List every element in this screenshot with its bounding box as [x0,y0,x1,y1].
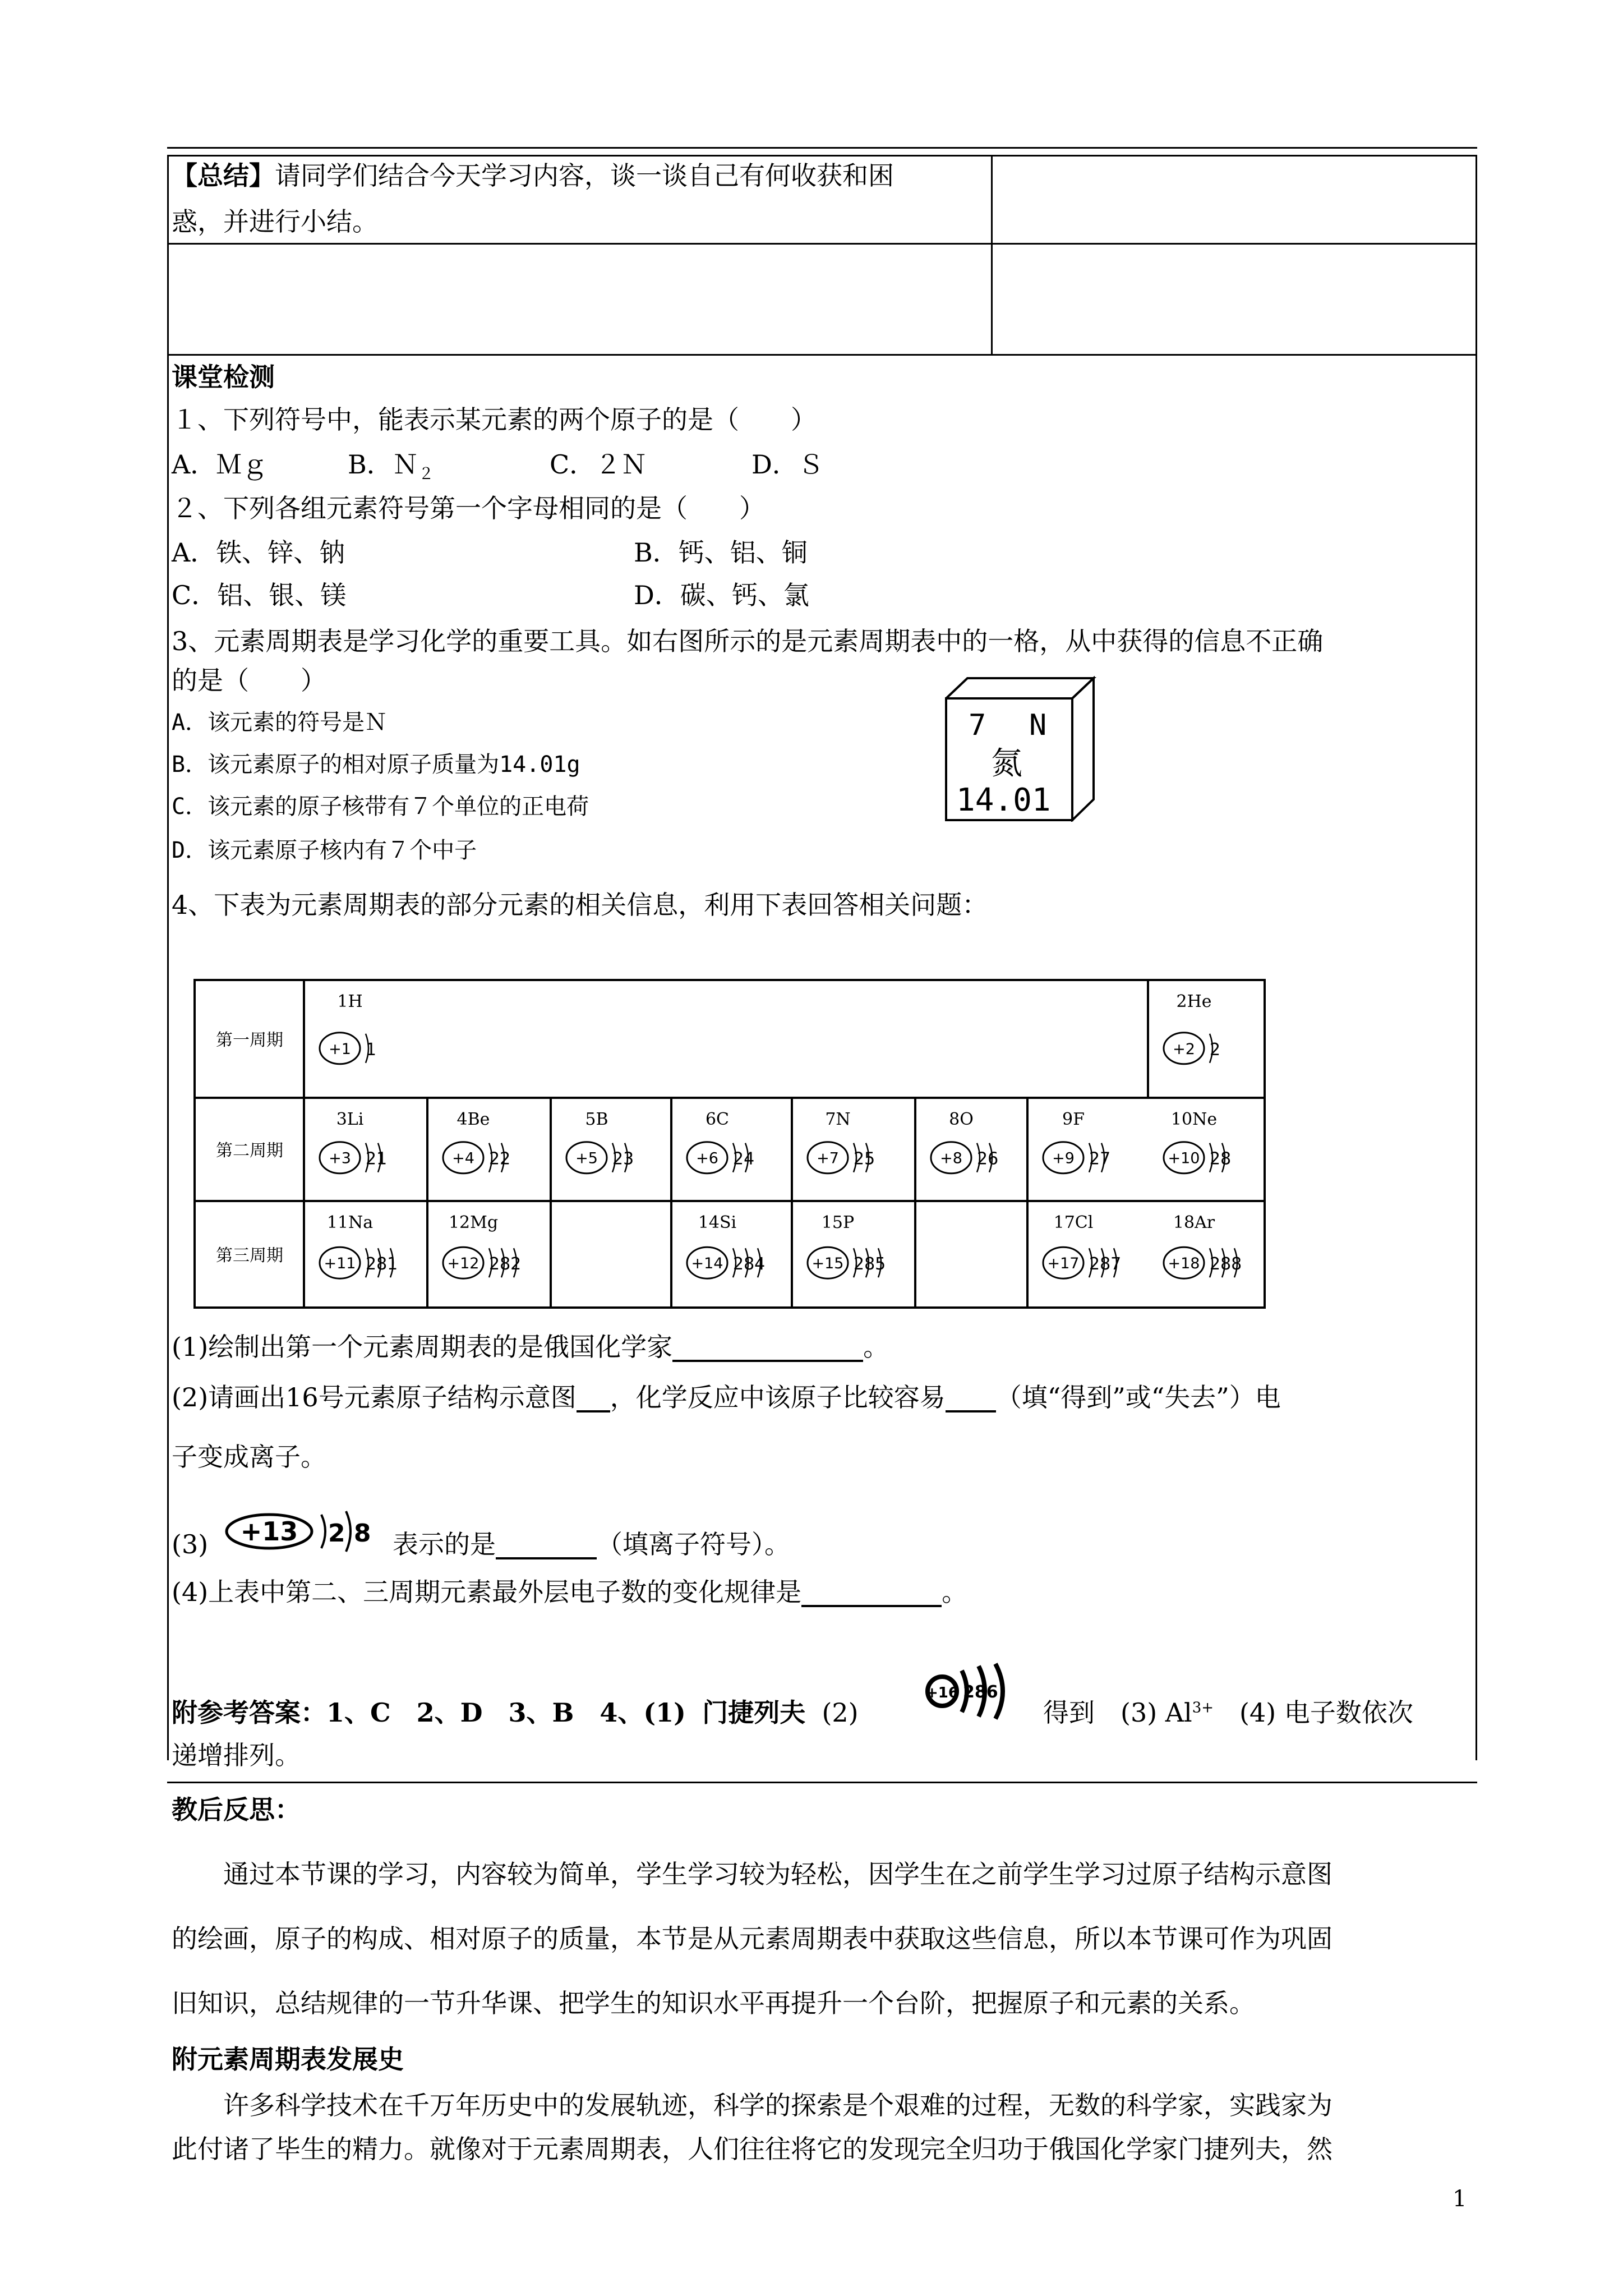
period-label-1: 第一周期 [216,1030,283,1050]
electron-counts: 1 [366,1039,377,1060]
summary-line1: 请同学们结合今天学习内容，谈一谈自己有何收获和困 [275,160,894,191]
q4-part2-cont: 子变成离子。 [172,1442,326,1472]
electron-counts: 285 [854,1254,886,1274]
q4-ion-nucleus: +13 [240,1516,298,1547]
element-symbol: 2He [1176,992,1212,1011]
electron-counts: 281 [366,1254,398,1274]
nucleus-charge: +4 [452,1149,474,1167]
nucleus-charge: +18 [1168,1255,1200,1273]
cube-name: 氮 [991,746,1022,782]
q2-option-a: A．铁、锌、钠 [172,537,345,568]
element-symbol: 12Mg [448,1213,499,1232]
question-3-line1: 3、元素周期表是学习化学的重要工具。如右图所示的是元素周期表中的一格，从中获得的信息不正确 [172,626,1324,656]
answer-mendeleev: 门捷列夫 [702,1697,806,1728]
q4-ion-diagram [222,1504,390,1561]
electron-counts: 27 [1089,1149,1111,1169]
q4-part2: (2)请画出16号元素原子结构示意图 ，化学反应中该原子比较容易 （填“得到”或“失去”）电 [172,1382,1281,1412]
q4-part4: (4)上表中第二、三周期元素最外层电子数的变化规律是 。 [172,1577,968,1607]
nucleus-charge: +12 [447,1255,479,1273]
answers-label: 附参考答案： [172,1697,326,1728]
element-symbol: 6C [705,1110,730,1129]
answers-line1: 附参考答案：1、C 2、D 3、B 4、(1) 门捷列夫 (2) [172,1697,859,1728]
q3-option-c: C．该元素的原子核带有７个单位的正电荷 [172,794,589,820]
reflection-p3: 旧知识，总结规律的一节升华课、把学生的知识水平再提升一个台阶，把握原子和元素的关系。 [172,1988,1255,2018]
page-number: 1 [1453,2186,1467,2212]
q1-option-a: A．Ｍｇ [172,449,268,480]
answer-blank-2[interactable] [577,1384,610,1412]
check-title: 课堂检测 [172,362,275,392]
element-symbol: 3Li [336,1110,364,1129]
nucleus-charge: +7 [817,1149,839,1167]
nucleus-charge: +6 [696,1149,718,1167]
header-rule [167,147,1477,149]
nucleus-charge: +17 [1047,1255,1080,1273]
electron-counts: 28 [1210,1149,1232,1169]
q4-part1: (1)绘制出第一个元素周期表的是俄国化学家 。 [172,1332,889,1362]
blank-row-border [167,354,1477,356]
answers-line2: 递增排列。 [172,1740,301,1770]
answer-blank-5[interactable] [801,1579,942,1607]
cube-number: 7 [969,708,986,742]
answer-sulfur-diagram [923,1660,1023,1722]
q1-option-d: D．Ｓ [751,449,824,480]
electron-counts: 24 [733,1149,755,1169]
reflection-p1: 通过本节课的学习，内容较为简单，学生学习较为轻松，因学生在之前学生学习过原子结构示意图 [223,1859,1332,1889]
question-4: 4、下表为元素周期表的部分元素的相关信息，利用下表回答相关问题： [172,890,988,920]
history-p1: 许多科学技术在千万年历史中的发展轨迹，科学的探索是个艰难的过程，无数的科学家，实践家为 [223,2090,1332,2120]
element-cube-figure [945,676,1096,822]
history-title: 附元素周期表发展史 [172,2044,404,2074]
answers-line1-end: 得到 (3) $Al^{3+}$ (4) 电子数依次 [1043,1697,1413,1728]
summary-row-border [167,243,1477,245]
nucleus-charge: +8 [940,1149,962,1167]
answer-blank-1[interactable] [672,1334,863,1362]
nucleus-charge: +11 [324,1255,356,1273]
question-1: １、下列符号中，能表示某元素的两个原子的是（ ） [172,404,817,435]
answer-sulfur-nucleus: +16 [926,1685,958,1701]
element-symbol: 18Ar [1173,1213,1215,1232]
nucleus-charge: +10 [1168,1149,1200,1167]
element-symbol: 14Si [698,1213,737,1232]
nucleus-charge: +5 [575,1149,598,1167]
table-right-border [1476,155,1477,1760]
electron-counts: 25 [854,1149,875,1169]
question-2: ２、下列各组元素符号第一个字母相同的是（ ） [172,493,765,523]
element-symbol: 9F [1062,1110,1085,1129]
element-symbol: 8O [949,1110,974,1129]
cube-symbol: N [1029,708,1047,742]
reflection-p2: 的绘画，原子的构成、相对原子的质量，本节是从元素周期表中获取这些信息，所以本节课可作为巩固 [172,1924,1332,1954]
element-symbol: 10Ne [1170,1110,1218,1129]
nucleus-charge: +15 [811,1255,844,1273]
electron-counts: 282 [489,1254,522,1274]
nucleus-charge: +1 [329,1040,351,1058]
question-3-line2: 的是（ ） [172,665,326,696]
answer-blank-3[interactable] [946,1384,996,1412]
q1-option-b: B．Ｎ$_2$ [348,449,434,484]
nucleus-charge: +3 [329,1149,351,1167]
q2-option-c: C．铝、银、镁 [172,580,347,610]
cube-mass: 14.01 [956,782,1051,818]
element-symbol: 7N [825,1110,851,1129]
q3-option-b: B．该元素原子的相对原子质量为14.01g [172,752,580,777]
element-symbol: 15P [821,1213,855,1232]
period-label-3: 第三周期 [216,1246,283,1266]
summary-label: 【总结】 [172,160,275,191]
q4-part3: 表示的是 （填离子符号）。 [393,1529,790,1559]
q2-option-b: B．钙、铝、铜 [634,537,808,568]
nucleus-charge: +9 [1052,1149,1075,1167]
electron-counts: 23 [612,1149,634,1169]
table-top-border [167,155,1477,157]
element-symbol: 11Na [326,1213,374,1232]
element-symbol: 1H [337,992,363,1011]
check-row-border [167,1782,1477,1783]
q1-option-c: C．２Ｎ [550,449,647,480]
nucleus-charge: +2 [1173,1040,1195,1058]
element-symbol: 17Cl [1053,1213,1094,1232]
element-symbol: 4Be [457,1110,490,1129]
history-p2: 此付诸了毕生的精力。就像对于元素周期表，人们往往将它的发现完全归功于俄国化学家门捷列夫，然 [172,2134,1332,2164]
electron-counts: 26 [977,1149,999,1169]
answer-sulfur-shells: 286 [963,1682,998,1702]
table-left-border [167,155,169,1760]
q2-option-d: D．碳、钙、氯 [634,580,809,610]
summary-text [172,160,894,191]
element-symbol: 5B [585,1110,608,1129]
electron-counts: 22 [489,1149,511,1169]
q4-ion-shells: 2 8 [328,1519,371,1548]
electron-counts: 287 [1089,1254,1122,1274]
answer-blank-4[interactable] [496,1531,597,1559]
q4-part3-label: (3) [172,1529,209,1559]
periodic-table-figure [193,979,1267,1310]
summary-divider [991,155,993,354]
summary-line2: 惑，并进行小结。 [172,206,378,237]
nucleus-charge: +14 [691,1255,723,1273]
period-label-2: 第二周期 [216,1141,283,1161]
electron-counts: 288 [1210,1254,1242,1274]
q3-option-a: A．该元素的符号是Ｎ [172,710,388,735]
q3-option-d: D．该元素原子核内有７个中子 [172,838,477,863]
electron-counts: 21 [366,1149,388,1169]
reflection-title: 教后反思： [172,1795,301,1825]
electron-counts: 284 [733,1254,766,1274]
electron-counts: 2 [1210,1039,1221,1060]
